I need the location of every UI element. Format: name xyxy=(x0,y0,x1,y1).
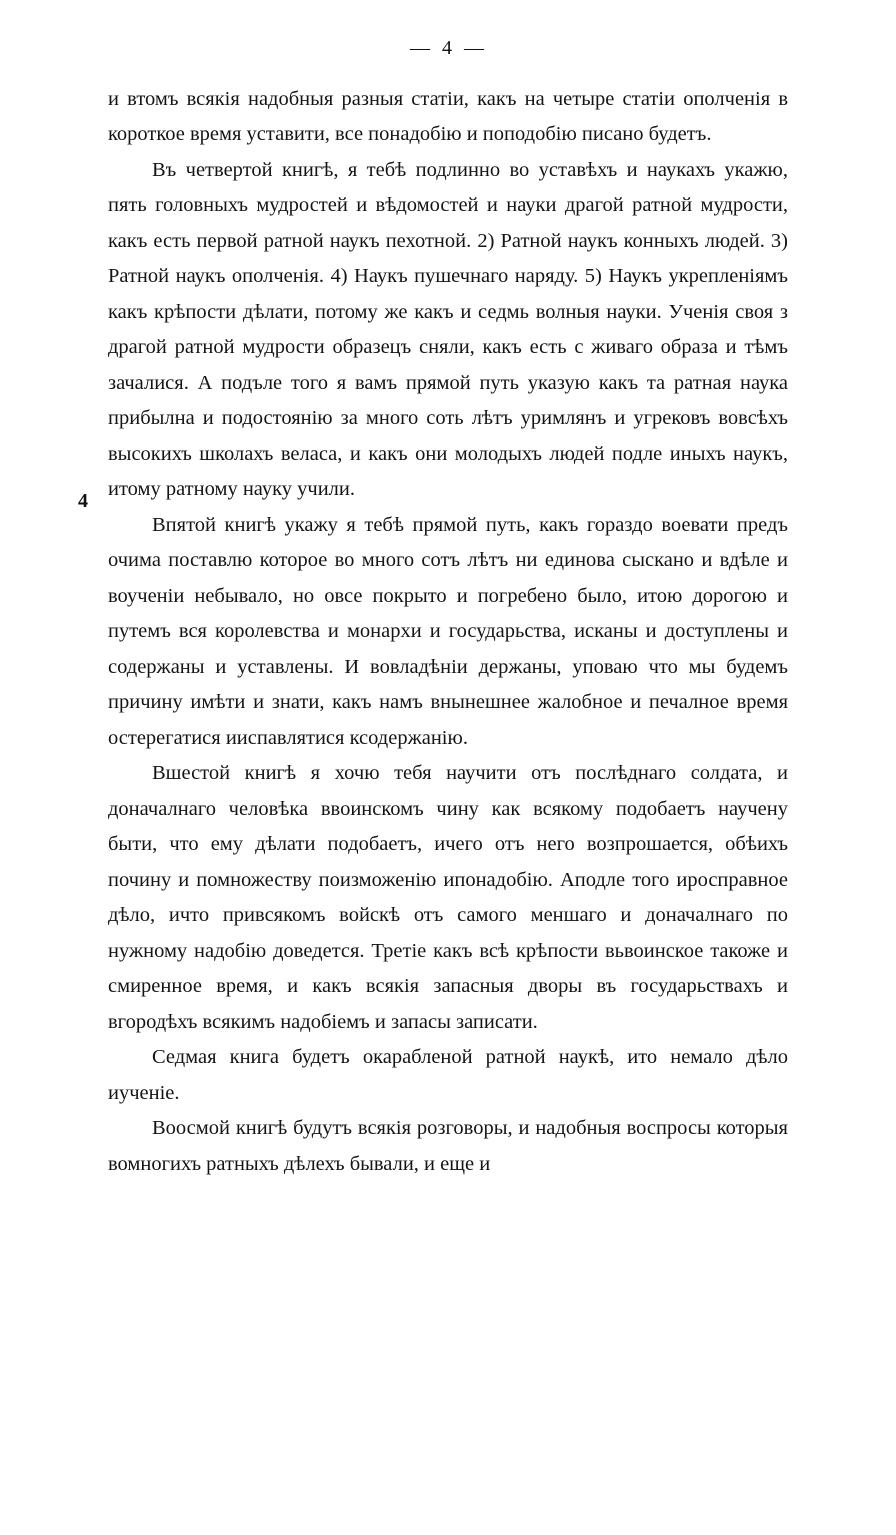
header-dash-right: — xyxy=(464,36,486,59)
paragraph-1: и втомъ всякія надобныя разныя статіи, какъ на четыре статіи ополченія в короткое время уставити, все понадобію и поподобію писано будетъ. xyxy=(108,87,788,146)
page-header xyxy=(0,0,896,60)
header-dash-left: — xyxy=(410,36,432,59)
page-number: 4 xyxy=(442,36,454,59)
margin-note-number: 4 xyxy=(78,490,88,512)
paragraph-6: Воосмой книгѣ будутъ всякія розговоры, и надобныя воспросы которыя вомногихъ ратныхъ дѣлехъ бывали, и еще и xyxy=(108,1117,788,1175)
paragraph-3: Впятой книгѣ укажу я тебѣ прямой путь, какъ гораздо воевати предъ очима поставлю которое во много сотъ лѣтъ ни единова сыскано и вдѣле и воученіи небывало, но овсе покрыто и погребено было, итою дорогою и путемъ вся королевства и монархи и государьства, исканы и доступлены и содержаны и уставлены. И вовладѣніи держаны, уповаю что мы будемъ причину имѣти и знати, какъ намъ внынешнее жалобное и печалное время остерегатися ииспавлятися ксодержанію. xyxy=(108,513,788,749)
paragraph-4: Вшестой книгѣ я хочю тебя научити отъ послѣднаго солдата, и доначалнаго человѣка ввоинскомъ чину как всякому подобаетъ научену быти, что ему дѣлати подобаетъ, ичего отъ него возпрошается, обѣихъ почину и помножеству поизможенію ипонадобію. Аподле того иросправное дѣло, ичто привсякомъ войскѣ отъ самого меншаго и доначалнаго по нужному надобію доведется. Третіе какъ всѣ крѣпости вьвоинское такоже и смиренное время, и какъ всякія запасныя дворы въ государьствахъ и вгородѣхъ всякимъ надобіемъ и запасы записати. xyxy=(108,762,788,1033)
paragraph-2: Въ четвертой книгѣ, я тебѣ подлинно во уставѣхъ и наукахъ укажю, пять головныхъ мудростей и вѣдомостей и науки драгой ратной мудрости, какъ есть первой ратной наукъ пехотной. 2) Ратной наукъ конныхъ людей. 3) Ратной наукъ ополченія. 4) Наукъ пушечнаго наряду. 5) Наукъ укрепленіямъ какъ крѣпости дѣлати, потому же какъ и седмь волныя науки. Ученія своя з драгой ратной мудрости образецъ сняли, какъ есть с живаго образа и тѣмъ зачалися. А подъле того я вамъ прямой путь указую какъ та ратная наука прибылна и подостоянію за много соть лѣтъ уримлянъ и угрековъ вовсѣхъ высокихъ школахъ веласа, и какъ они молодыхъ людей подле иныхъ наукъ, итому ратному науку учили. xyxy=(108,158,788,501)
paragraph-5: Седмая книга будетъ окарабленой ратной наукѣ, ито немало дѣло иученіе. xyxy=(108,1046,788,1104)
page-body xyxy=(108,82,788,1183)
